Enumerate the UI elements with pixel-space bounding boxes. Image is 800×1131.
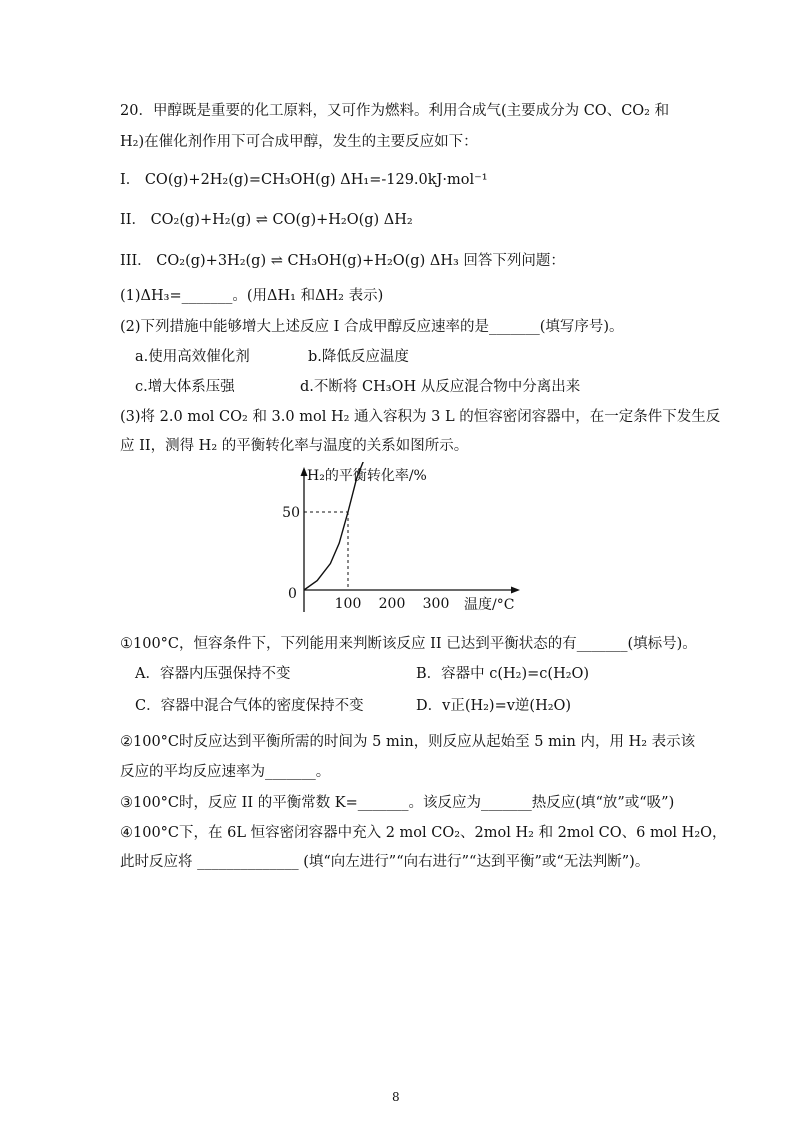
part-1: (1)ΔH₃=_______。(用ΔH₁ 和ΔH₂ 表示) — [120, 288, 384, 304]
reaction-2: II． CO₂(g)+H₂(g) ⇌ CO(g)+H₂O(g) ΔH₂ — [120, 212, 413, 228]
part-3-line-2: 应 II，测得 H₂ 的平衡转化率与温度的关系如图所示。 — [120, 438, 469, 454]
x-axis-arrow — [511, 587, 520, 594]
graph-ticks — [282, 505, 449, 612]
intro-line-2: H₂)在催化剂作用下可合成甲醇，发生的主要反应如下： — [120, 134, 478, 150]
sub-question-1: ①100°C，恒容条件下，下列能用来判断该反应 II 已达到平衡状态的有_______(填标号)。 — [120, 636, 697, 652]
x-tick-label: 100 — [334, 596, 362, 612]
x-tick-label: 200 — [378, 596, 406, 612]
sub-question-4-line-2: 此时反应将 ______________ (填“向左进行”“向右进行”“达到平衡”或“无法判断”)。 — [120, 854, 650, 870]
reaction-3: III． CO₂(g)+3H₂(g) ⇌ CH₃OH(g)+H₂O(g) ΔH₃ 回答下列问题： — [120, 253, 565, 269]
part-2-option-c: c.增大体系压强 — [135, 379, 235, 395]
part-3-line-1: (3)将 2.0 mol CO₂ 和 3.0 mol H₂ 通入容积为 3 L 的恒容密闭容器中，在一定条件下发生反 — [120, 409, 721, 425]
part-2-option-d: d.不断将 CH₃OH 从反应混合物中分离出来 — [300, 379, 581, 395]
intro-line-1: 20．甲醇既是重要的化工原料，又可作为燃料。利用合成气(主要成分为 CO、CO₂ 和 — [120, 103, 670, 119]
reaction-1: I． CO(g)+2H₂(g)=CH₃OH(g) ΔH₁=-129.0kJ·mol⁻¹ — [120, 172, 488, 188]
sub-1-option-d: D．v正(H₂)=v逆(H₂O) — [416, 698, 572, 714]
x-axis-label: 温度/°C — [464, 597, 515, 613]
y-tick-label: 50 — [282, 505, 300, 521]
sub-question-2-line-1: ②100°C时反应达到平衡所需的时间为 5 min，则反应从起始至 5 min 内，用 H₂ 表示该 — [120, 734, 696, 750]
part-2-option-b: b.降低反应温度 — [308, 349, 409, 365]
x-tick-label: 300 — [422, 596, 450, 612]
graph-axes — [301, 467, 521, 612]
conversion-temperature-graph — [268, 462, 548, 622]
sub-1-option-c: C．容器中混合气体的密度保持不变 — [135, 698, 364, 714]
sub-question-2-line-2: 反应的平均反应速率为_______。 — [120, 764, 331, 780]
part-2: (2)下列措施中能够增大上述反应 I 合成甲醇反应速率的是_______(填写序号)。 — [120, 319, 624, 335]
sub-1-option-b: B．容器中 c(H₂)=c(H₂O) — [416, 666, 590, 682]
y-axis-label: H₂的平衡转化率/% — [307, 468, 427, 484]
part-2-option-a: a.使用高效催化剂 — [135, 349, 250, 365]
page-number: 8 — [392, 1090, 400, 1104]
origin-label: 0 — [288, 586, 297, 602]
sub-question-3: ③100°C时，反应 II 的平衡常数 K=_______。该反应为_______热反应(填“放”或“吸”) — [120, 795, 675, 811]
sub-question-4-line-1: ④100°C下，在 6L 恒容密闭容器中充入 2 mol CO₂、2mol H₂ 和 2mol CO、6 mol H₂O， — [120, 825, 727, 841]
sub-1-option-a: A．容器内压强保持不变 — [135, 666, 291, 682]
